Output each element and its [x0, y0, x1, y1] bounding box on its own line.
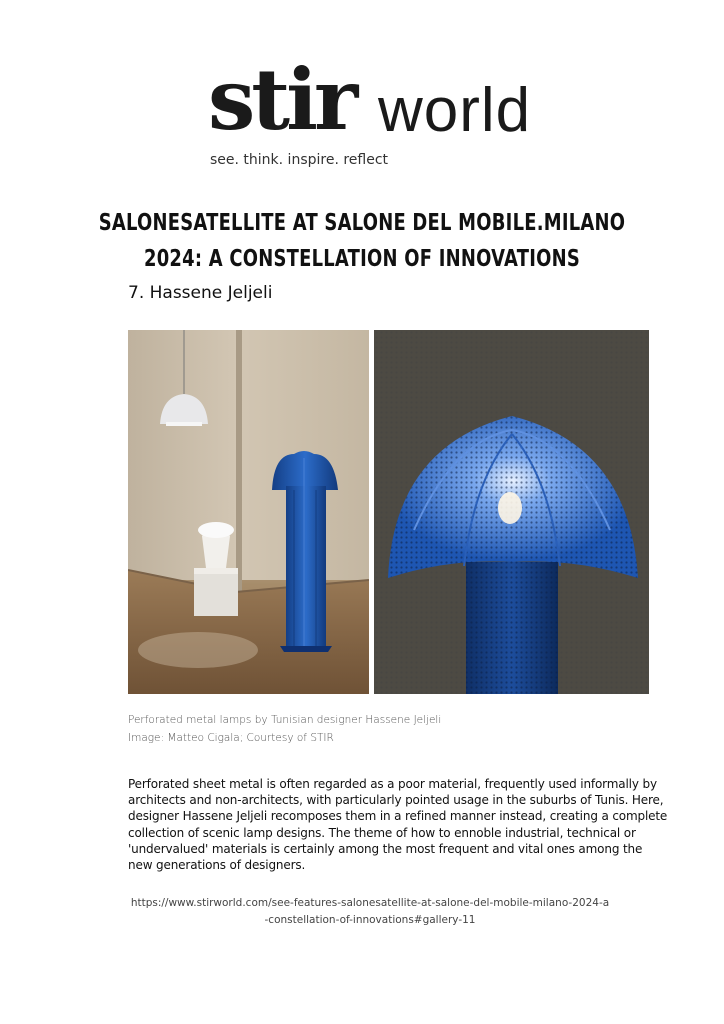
- stirworld-logo: [208, 50, 532, 173]
- photo-caption: [128, 711, 441, 747]
- source-url[interactable]: [100, 895, 640, 929]
- photo-blue-lamp-illustration: [374, 330, 649, 694]
- section-heading: 7. Hassene Jeljeli: [128, 283, 273, 303]
- source-url-line-1[interactable]: https://www.stirworld.com/see-features-salonesatellite-at-salone-del-mobile-milano-2024-a: [130, 897, 610, 909]
- caption-credit: Image: Matteo Cigala; Courtesy of STIR: [128, 732, 334, 744]
- caption-description: Perforated metal lamps by Tunisian designer Hassene Jeljeli: [128, 714, 442, 726]
- article-title: [0, 205, 724, 275]
- logo-brand-suffix: world: [378, 76, 532, 145]
- article-body-paragraph: Perforated sheet metal is often regarded as a poor material, frequently used informally by architects and non-architects, with particularly pointed usage in the suburbs of Tunis. Here, designer Hassene Jeljeli recomposes them in a refined manner instead, creating a complete collection of scenic lamp designs. The theme of how to ennoble industrial, technical or 'undervalued' materials is certainly among the most frequent and vital ones among the new generations of designers.: [128, 777, 668, 873]
- photo-blue-lamp-closeup: [374, 330, 649, 694]
- logo-tagline: see. think. inspire. reflect: [210, 152, 389, 168]
- photo-lamps-room: [128, 330, 369, 694]
- article-title-line-2: 2024: A CONSTELLATION OF INNOVATIONS: [143, 246, 580, 272]
- source-url-line-2[interactable]: -constellation-of-innovations#gallery-11: [264, 914, 476, 926]
- logo-brand: stir: [208, 50, 355, 149]
- photo-lamps-room-illustration: [128, 330, 369, 694]
- article-title-line-1: SALONESATELLITE AT SALONE DEL MOBILE.MILANO: [98, 210, 626, 236]
